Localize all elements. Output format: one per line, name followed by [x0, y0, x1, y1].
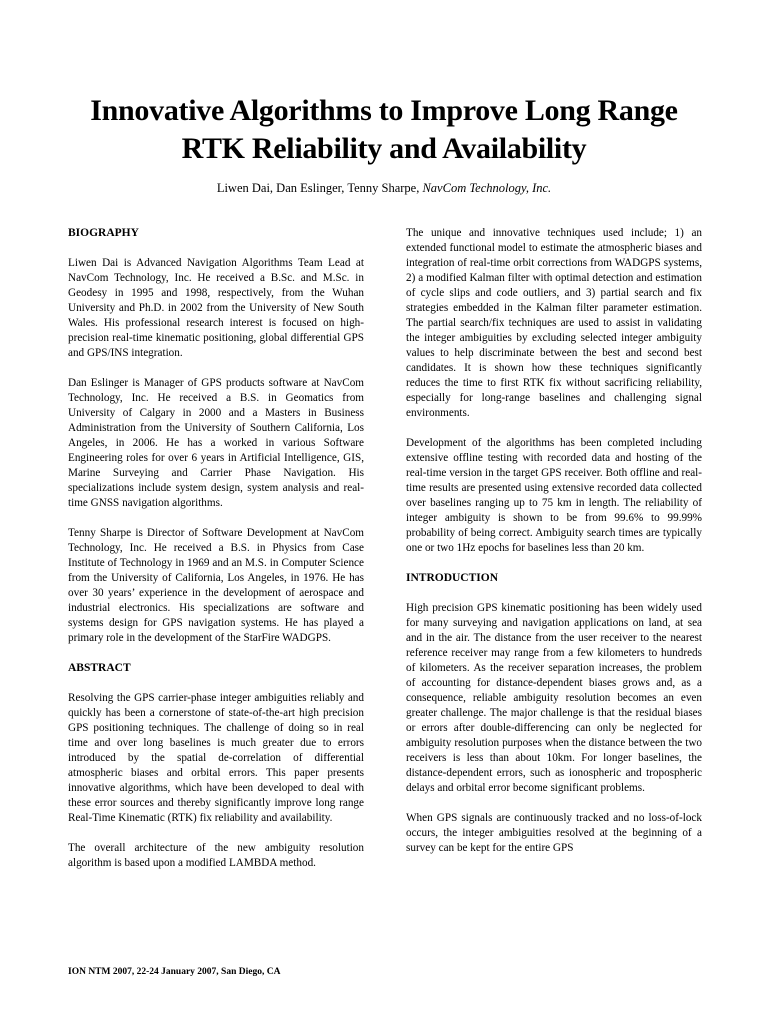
title-line-1: Innovative Algorithms to Improve Long Range	[90, 94, 678, 127]
page-footer: ION NTM 2007, 22-24 January 2007, San Diego, CA	[68, 967, 281, 977]
left-column	[68, 226, 364, 886]
paper-title	[40, 92, 728, 168]
author-names: Liwen Dai, Dan Eslinger, Tenny Sharpe,	[216, 181, 420, 195]
abstract-paragraph: Development of the algorithms has been completed including extensive offline testing with recorded data and hosting of the real-time version in the target GPS receiver. Both offline and real-time results are presented using extensive recorded data collected over baselines ranging up to 75 km in length. The reliability of integer ambiguity is shown to be from 99.6% to 99.99% probability of being correct. Ambiguity search times are typically one or two 1Hz epochs for baselines less than 20 km.	[406, 437, 702, 554]
bio-paragraph: Dan Eslinger is Manager of GPS products software at NavCom Technology, Inc. He received a B.S. in Geomatics from University of Calgary in 2000 and a Masters in Business Administration from the University of Southern California, Los Angeles, in 2006. He has a worked in various Software Engineering roles for over 6 years in Artificial Intelligence, GIS, Marine Surveying and Carrier Phase Navigation. His specializations include system design, system analysis and real-time GNSS navigation algorithms.	[68, 377, 364, 509]
intro-paragraph: High precision GPS kinematic positioning has been widely used for many surveying and navigation applications on land, at sea and in the air. The distance from the user receiver to the nearest reference receiver may range from a few kilometers to hundreds of kilometers. As the receiver separation increases, the problem of accounting for distance-dependent biases grows and, as a consequence, reliable ambiguity resolution becomes an even greater challenge. The major challenge is that the residual biases or errors after double-differencing can only be neglected for ambiguity resolution purposes when the distance between the two receivers is less than about 10km. For longer baselines, the distance-dependent errors, such as ionospheric and tropospheric delays and orbital error become significant problems.	[406, 602, 702, 794]
bio-paragraph: Tenny Sharpe is Director of Software Development at NavCom Technology, Inc. He received a B.S. in Physics from Case Institute of Technology in 1969 and an M.S. in Computer Science from the University of California, Los Angeles, in 1976. He has over 30 years’ experience in the development of aerospace and industrial electronics. His specializations are software and systems design for GPS navigation systems. He has played a primary role in the development of the StarFire WADGPS.	[68, 527, 364, 644]
biography-heading: BIOGRAPHY	[68, 227, 139, 239]
intro-paragraph: When GPS signals are continuously tracked and no loss-of-lock occurs, the integer ambiguities resolved at the beginning of a survey can be kept for the entire GPS	[406, 812, 702, 854]
abstract-paragraph: The unique and innovative techniques used include; 1) an extended functional model to estimate the atmospheric biases and integration of real-time orbit corrections from WADGPS systems, 2) a modified Kalman filter with optimal detection and estimation of cycle slips and code outliers, and 3) partial search and fix strategies embedded in the Kalman filter parameter estimation. The partial search/fix techniques are used to assist in validating the integer ambiguities by excluding selected integer ambiguity values to help discriminate between the best and second best candidates. It is shown how these techniques significantly reduces the time to first RTK fix without sacrificing reliability, especially for long-range baselines and challenging signal environments.	[406, 227, 702, 419]
title-line-2: RTK Reliability and Availability	[181, 132, 587, 165]
author-line	[40, 180, 728, 196]
right-column	[406, 226, 702, 871]
bio-paragraph: Liwen Dai is Advanced Navigation Algorithms Team Lead at NavCom Technology, Inc. He received a B.Sc. and M.Sc. in Geodesy in 1995 and 1998, respectively, from the Wuhan University and Ph.D. in 2002 from the University of New South Wales. His professional research interest is focused on high-precision real-time kinematic positioning, global differential GPS and GPS/INS integration.	[68, 257, 364, 359]
introduction-heading: INTRODUCTION	[406, 572, 499, 584]
abstract-paragraph: The overall architecture of the new ambiguity resolution algorithm is based upon a modified LAMBDA method.	[68, 842, 364, 869]
abstract-heading: ABSTRACT	[68, 662, 131, 674]
author-affiliation: NavCom Technology, Inc.	[422, 181, 552, 195]
abstract-paragraph: Resolving the GPS carrier-phase integer ambiguities reliably and quickly has been a cornerstone of state-of-the-art high precision GPS positioning techniques. The challenge of doing so in real time and over long baselines is much greater due to errors introduced by the spatial de-correlation of differential atmospheric biases and orbital errors. This paper presents innovative algorithms, which have been developed to deal with these error sources and thereby significantly improve long range Real-Time Kinematic (RTK) fix reliability and availability.	[68, 692, 364, 824]
